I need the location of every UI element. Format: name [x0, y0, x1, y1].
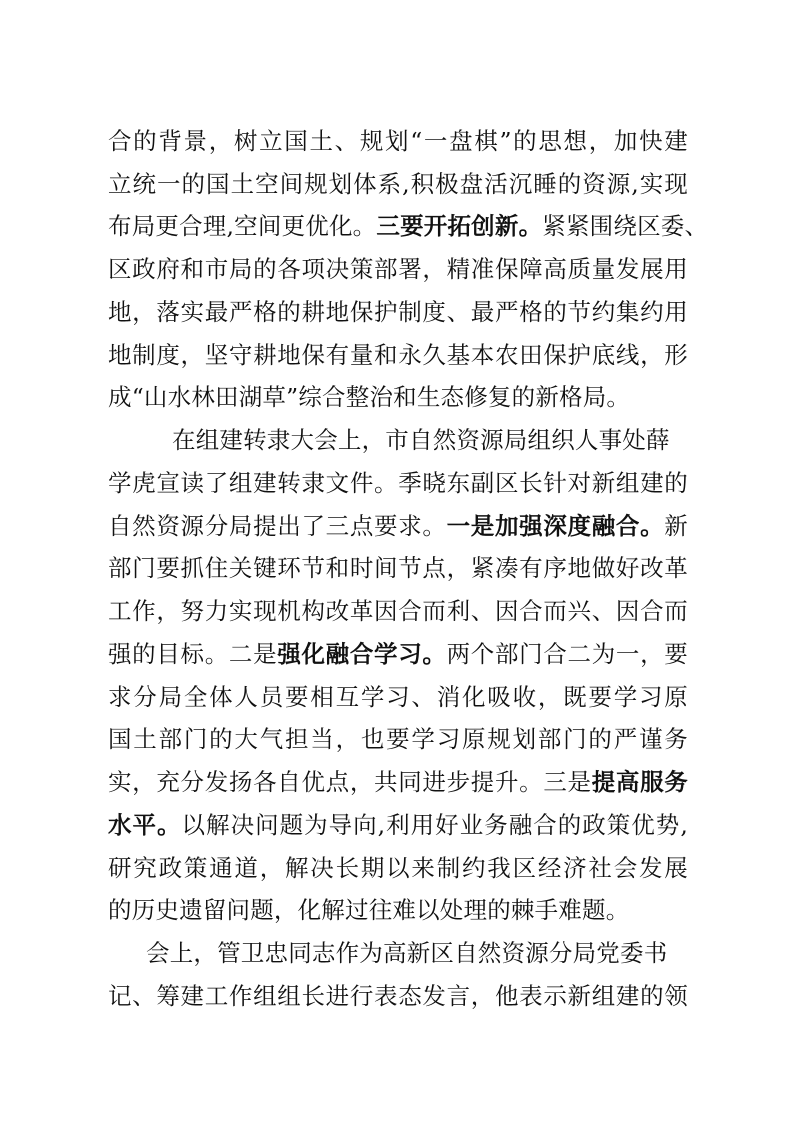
text-line [108, 721, 688, 757]
paragraph-first-line [172, 422, 688, 458]
text-segment: 会上，管卫忠同志作为高新区自然资源分局党委书 [146, 939, 668, 967]
text-segment: 部门要抓住关键环节和时间节点，紧凑有序地做好改革 [108, 554, 688, 582]
text-line [108, 294, 688, 330]
text-line [108, 892, 688, 928]
text-line [108, 508, 688, 544]
text-segment: 在组建转隶大会上，市自然资源局组织人事处薛 [172, 426, 670, 454]
paragraph-first-line [146, 935, 688, 971]
text-line [108, 764, 688, 800]
text-segment: 学虎宣读了组建转隶文件。季晓东副区长针对新组建的 [108, 469, 688, 497]
text-segment: 以解决问题为导向,利用好业务融合的政策优势, [181, 811, 688, 839]
text-line [108, 208, 709, 244]
text-line [108, 123, 688, 159]
text-segment: 两个部门合二为一，要 [446, 640, 689, 668]
text-segment: 强的目标。二是 [108, 640, 278, 668]
text-line [108, 550, 688, 586]
bold-text-segment: 一是加强深度融合。 [446, 512, 665, 540]
text-segment: 新 [664, 512, 688, 540]
text-segment: 自然资源分局提出了三点要求。 [108, 512, 447, 540]
text-segment: 成“山水林田湖草”综合整治和生态修复的新格局。 [108, 383, 631, 411]
text-line [108, 251, 688, 287]
text-segment: 国土部门的大气担当，也要学习原规划部门的严谨务 [108, 725, 688, 753]
text-segment: 工作，努力实现机构改革因合而利、因合而兴、因合而 [108, 597, 688, 625]
text-line [108, 978, 688, 1014]
text-segment: 记、筹建工作组组长进行表态发言，他表示新组建的领 [108, 982, 688, 1010]
bold-text-segment: 提高服务 [591, 768, 688, 796]
bold-text-segment: 强化融合学习。 [277, 640, 447, 668]
text-segment: 布局更合理,空间更优化。 [108, 212, 377, 240]
text-line [108, 166, 688, 202]
bold-text-segment: 三要开拓创新。 [376, 212, 543, 240]
bold-text-segment: 水平。 [108, 811, 182, 839]
text-segment: 地制度，坚守耕地保有量和永久基本农田保护底线，形 [108, 341, 688, 369]
text-line [108, 636, 688, 672]
text-segment: 的历史遗留问题，化解过往难以处理的棘手难题。 [108, 896, 630, 924]
text-line [108, 465, 688, 501]
text-segment: 立统一的国土空间规划体系,积极盘活沉睡的资源,实现 [108, 170, 688, 198]
text-line [108, 379, 688, 415]
text-line [108, 807, 688, 843]
text-line [108, 850, 688, 886]
text-segment: 区政府和市局的各项决策部署，精准保障高质量发展用 [108, 255, 688, 283]
text-line [108, 679, 688, 715]
text-segment: 紧紧围绕区委、 [542, 212, 709, 240]
text-segment: 地，落实最严格的耕地保护制度、最严格的节约集约用 [108, 298, 688, 326]
text-segment: 合的背景，树立国土、规划“一盘棋”的思想，加快建 [108, 127, 688, 155]
text-line [108, 337, 688, 373]
text-segment: 研究政策通道，解决长期以来制约我区经济社会发展 [108, 854, 688, 882]
text-segment: 求分局全体人员要相互学习、消化吸收，既要学习原 [108, 683, 688, 711]
text-segment: 实，充分发扬各自优点，共同进步提升。三是 [108, 768, 592, 796]
text-line [108, 593, 688, 629]
